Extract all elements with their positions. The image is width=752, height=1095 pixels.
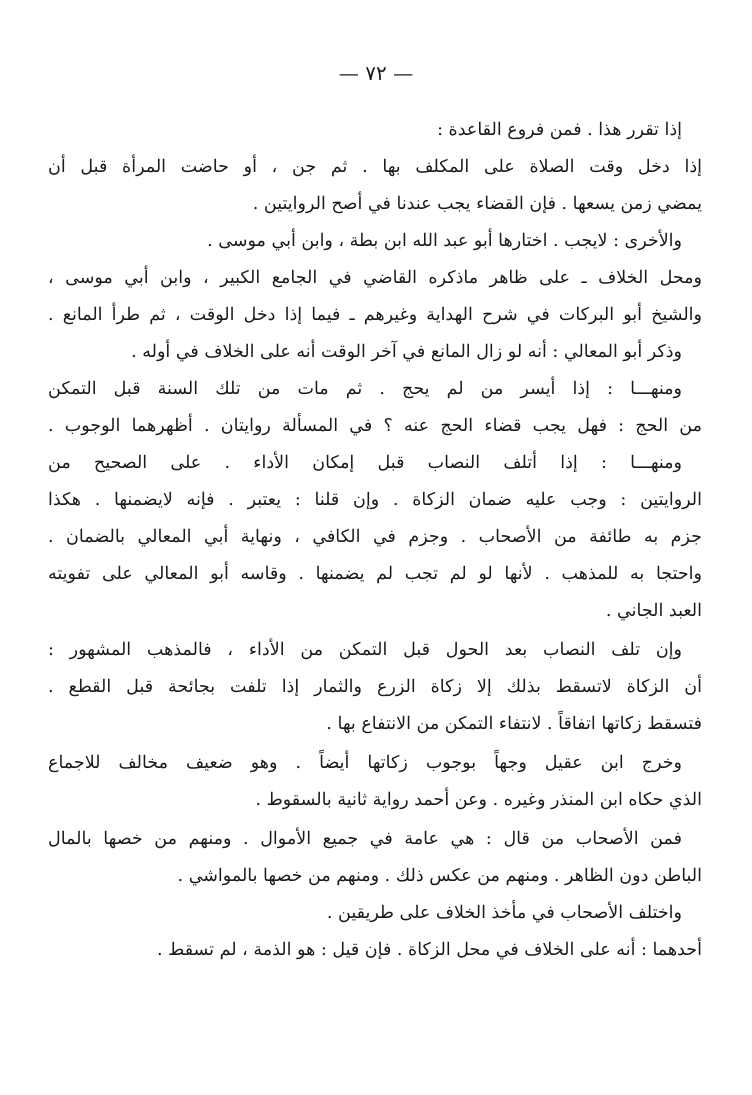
text-line: ومحل الخلاف ـ على ظاهر ماذكره القاضي في الجامع الكبير ، وابن أبي موسى ، xyxy=(48,268,702,288)
text-line: العبد الجاني . xyxy=(605,601,702,621)
text-line: ومنهـــا : إذا أيسر من لم يحج . ثم مات من تلك السنة قبل التمكن xyxy=(48,379,682,399)
text-line: فتسقط زكاتها اتفاقاً . لانتفاء التمكن من الانتفاع بها . xyxy=(326,714,702,734)
text-line: من الحج : فهل يجب قضاء الحج عنه ؟ في المسألة روايتان . أظهرهما الوجوب . xyxy=(48,416,702,436)
text-line: إذا دخل وقت الصلاة على المكلف بها . ثم جن ، أو حاضت المرأة قبل أن xyxy=(48,157,702,177)
text-line: الروايتين : وجب عليه ضمان الزكاة . وإن قلنا : يعتبر . فإنه لايضمنها . هكذا xyxy=(48,490,702,510)
text-line: أحدهما : أنه على الخلاف في محل الزكاة . فإن قيل : هو الذمة ، لم تسقط . xyxy=(156,940,702,960)
text-line: يمضي زمن يسعها . فإن القضاء يجب عندنا في أصح الروايتين . xyxy=(252,194,702,214)
text-line: جزم به طائفة من الأصحاب . وجزم في الكافي ، ونهاية أبي المعالي بالضمان . xyxy=(48,527,702,547)
text-line: الذي حكاه ابن المنذر وغيره . وعن أحمد رواية ثانية بالسقوط . xyxy=(255,790,702,810)
text-line: والأخرى : لايجب . اختارها أبو عبد الله ابن بطة ، وابن أبي موسى . xyxy=(207,231,682,251)
text-line: واحتجا به للمذهب . لأنها لو لم تجب لم يضمنها . وقاسه أبو المعالي على تفويته xyxy=(48,564,702,584)
text-line: إذا تقرر هذا . فمن فروع القاعدة : xyxy=(437,120,682,140)
text-line: والشيخ أبو البركات في شرح الهداية وغيرهم ـ فيما إذا دخل الوقت ، ثم طرأ المانع . xyxy=(48,305,702,325)
text-line: أن الزكاة لاتسقط بذلك إلا زكاة الزرع والثمار إذا تلفت بجائحة قبل القطع . xyxy=(48,677,702,697)
text-line: فمن الأصحاب من قال : هي عامة في جميع الأموال . ومنهم من خصها بالمال xyxy=(48,829,682,849)
text-line: ومنهـــا : إذا أتلف النصاب قبل إمكان الأداء . على الصحيح من xyxy=(48,453,682,473)
text-line: وخرج ابن عقيل وجهاً بوجوب زكاتها أيضاً . وهو ضعيف مخالف للاجماع xyxy=(48,753,682,773)
text-line: وذكر أبو المعالي : أنه لو زال المانع في آخر الوقت أنه على الخلاف في أوله . xyxy=(131,342,682,362)
text-line: الباطن دون الظاهر . ومنهم من عكس ذلك . ومنهم من خصها بالمواشي . xyxy=(177,866,702,886)
page-number: — ٧٢ — xyxy=(338,61,414,85)
text-line: وإن تلف النصاب بعد الحول قبل التمكن من الأداء ، فالمذهب المشهور : xyxy=(48,640,682,660)
text-line: واختلف الأصحاب في مأخذ الخلاف على طريقين . xyxy=(326,903,682,923)
